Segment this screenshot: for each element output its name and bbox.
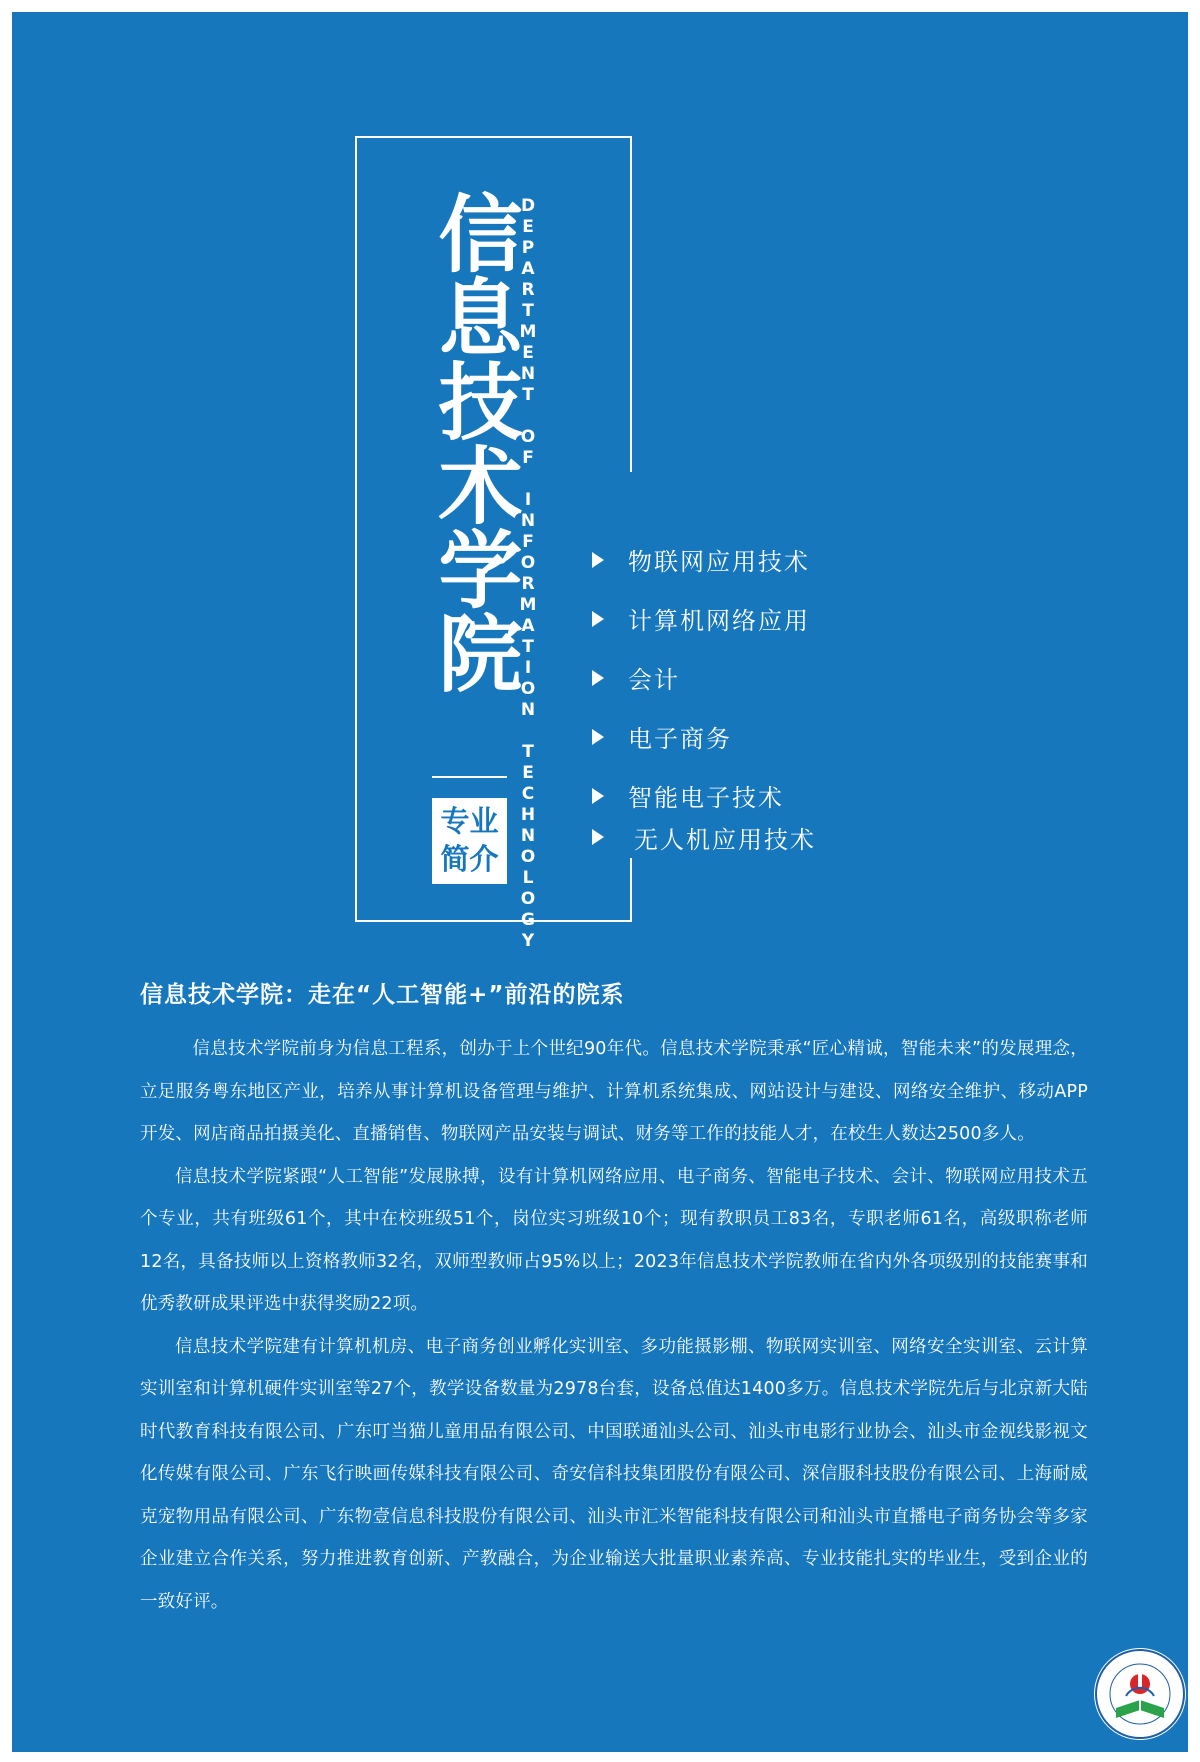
intro-tag-line-2: 简介 <box>440 842 499 876</box>
triangle-bullet-icon <box>592 829 604 845</box>
major-label: 计算机网络应用 <box>628 607 810 635</box>
frame-line-right-bottom <box>630 858 632 922</box>
tag-divider <box>432 776 507 778</box>
article <box>140 980 1088 1623</box>
school-emblem-icon <box>1092 1646 1188 1742</box>
major-label: 电子商务 <box>628 725 732 753</box>
department-title: 信息技术学院 <box>425 190 523 694</box>
article-title: 信息技术学院：走在“人工智能+”前沿的院系 <box>140 982 625 1008</box>
major-item <box>592 589 816 648</box>
triangle-bullet-icon <box>592 729 604 745</box>
major-item <box>592 815 816 859</box>
frame-line-bottom <box>355 920 631 922</box>
article-paragraph: 信息技术学院建有计算机机房、电子商务创业孵化实训室、多功能摄影棚、物联网实训室、网络安全实训室、云计算实训室和计算机硬件实训室等27个，教学设备数量为2978台套，设备总值达1400多万。信息技术学院先后与北京新大陆时代教育科技有限公司、广东叮当猫儿童用品有限公司、中国联通汕头公司、汕头市电影行业协会、汕头市金视线影视文化传媒有限公司、广东飞行映画传媒科技有限公司、奇安信科技集团股份有限公司、深信服科技股份有限公司、上海耐威克宠物用品有限公司、广东物壹信息科技股份有限公司、汕头市汇米智能科技有限公司和汕头市直播电子商务协会等多家企业建立合作关系，努力推进教育创新、产教融合，为企业输送大批量职业素养高、专业技能扎实的毕业生，受到企业的一致好评。 <box>140 1336 1088 1612</box>
frame-line-top <box>355 136 631 138</box>
major-label: 无人机应用技术 <box>634 825 816 854</box>
major-item <box>592 648 816 707</box>
frame-line-left <box>355 136 357 920</box>
major-item <box>592 707 816 766</box>
major-label: 会计 <box>628 666 680 694</box>
major-item <box>592 530 816 589</box>
major-label: 物联网应用技术 <box>628 548 810 576</box>
department-english-title: DEPARTMENT OF INFORMATION TECHNOLOGY <box>518 196 538 952</box>
triangle-bullet-icon <box>592 552 604 568</box>
triangle-bullet-icon <box>592 788 604 804</box>
triangle-bullet-icon <box>592 611 604 627</box>
intro-tag <box>432 798 507 884</box>
major-label: 智能电子技术 <box>628 784 784 812</box>
frame-line-right-top <box>630 136 632 472</box>
article-paragraph: 信息技术学院紧跟“人工智能”发展脉搏，设有计算机网络应用、电子商务、智能电子技术、会计、物联网应用技术五个专业，共有班级61个，其中在校班级51个，岗位实习班级10个；现有教职员工83名，专职老师61名，高级职称老师12名，具备技师以上资格教师32名，双师型教师占95%以上；2023年信息技术学院教师在省内外各项级别的技能赛事和优秀教研成果评选中获得奖励22项。 <box>140 1166 1088 1314</box>
majors-list <box>592 530 816 859</box>
article-paragraph: 信息技术学院前身为信息工程系，创办于上个世纪90年代。信息技术学院秉承“匠心精诚，智能未来”的发展理念，立足服务粤东地区产业，培养从事计算机设备管理与维护、计算机系统集成、网站设计与建设、网络安全维护、移动APP开发、网店商品拍摄美化、直播销售、物联网产品安装与调试、财务等工作的技能人才，在校生人数达2500多人。 <box>140 1039 1088 1144</box>
intro-tag-line-1: 专业 <box>440 804 499 838</box>
triangle-bullet-icon <box>592 670 604 686</box>
